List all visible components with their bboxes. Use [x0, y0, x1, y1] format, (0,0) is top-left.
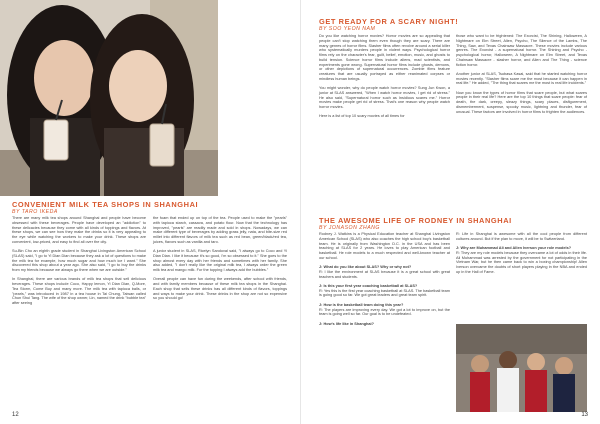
paragraph: Now you know the types of horror films that scare people, but what scares people in their real life? Here are the top 10 things that scare people: fear of death, the dark, creepy, sleazy things, scary places, disfigurement, dismemberment, suspense, spooky music, lightning and thunder, fear of unusual. These factors are involved in horror films to frighten the audiences. [456, 90, 587, 114]
page-number-left: 12 [12, 412, 19, 418]
horror-column-2 [456, 34, 587, 119]
horror-column-1 [319, 34, 450, 124]
milk-tea-title: CONVENIENT MILK TEA SHOPS IN SHANGHAI [12, 200, 199, 209]
right-page [300, 0, 600, 424]
horror-byline: BY SOO YEON NAM [319, 26, 376, 32]
rodney-column-1 [319, 232, 450, 326]
interview-answer: R: Life in Shanghai is awesome with all the cool people from different cultures around. But if the plan to move, it will be to Switzerland. [456, 232, 587, 241]
interview-answer: R: The players are improving every day. We got a lot to improve on, but the team is going well so far. Our goal is to be undefeated. [319, 307, 450, 317]
paragraph: Overall people can have fun during the weekends, after school with friends, and with family members because of these milk tea shops in the Shanghai. Each shop that sells these drinks has all different kinds of flavors, toppings and ways to make your drink. These drinks in the shop are not so expensive so you should go! [153, 277, 287, 301]
rodney-column-2 [456, 232, 587, 279]
paragraph: You might wonder, why do people watch horror movies? Sung Jun Kwon, a junior at SLAS answered, "When I watch horror movies, I get rid of stress." He also said, "Supernatural horror such as Insidious scares me." Horror movies make people get rid of stress. That's one reason why people watch horror movies. [319, 86, 450, 110]
paragraph: A junior student in SLAS, Ricelyn Sandoval said, "I always go to Coco and Yi Dian Dian. I like it because it's so good, I'm so obsessed to it." She goes to the shop almost every day with her friends and sometimes with her family. She also added, "I don't really like the original milk tea, I always order the green milk tea and mango milk. For the topping I always add the bubbles." [153, 249, 287, 273]
rodney-photo-icon [456, 324, 587, 412]
milk-tea-byline: BY TARO IKEDA [12, 208, 58, 215]
horror-title: GET READY FOR A SCARY NIGHT! [319, 17, 459, 26]
paragraph: In Shanghai, there are various brands of milk tea shops that sell delicious beverages. These shops include Coco, Happy lemon, Yi Dian Dian, Q-More, Tea Storm, Come Buy and many more. The milk tea with tapioca balls, or "pearls," was introduced in 1987 in a tea house in Tai Chung, Taiwan called Chun Shui Tang. The wife of the shop owner, Lin, named the drink "bubble tea" after seeing [12, 277, 147, 306]
paragraph: those who want to be frightened: The Exorcist, The Shining, Halloween, A Nightmare on Elm Street, Alien, Psycho, The Silence of the Lambs, The Thing, Saw, and Texas Chainsaw Massacre. These movies include various genres. The Exorcist - a supernatural horror. The Shining and Psycho - psychological horror, Halloween, A Nightmare on Elm Street, and Texas Chainsaw Massacre - slasher horror, and Alien and The Thing - science fiction horror. [456, 34, 587, 67]
paragraph: There are many milk tea shops around Shanghai and people have become obsessed with these beverages. People have developed an "addiction" to these delicacies because they come with all kinds of toppings and flavors. At these shops, we can see how they make the drinks so it is very appealing to the eye while watching the workers to make your drink. These shops are convenient, low-priced, and easy to find all over the city. [12, 216, 146, 244]
interview-answer: R: I like the environment at SLAS because it is a great school with great teachers and students. [319, 269, 450, 279]
interview-answer: R: Yes this is the first year coaching basketball at SLAS. The basketball team is going good so far. We got great leaders and great team spirit. [319, 288, 450, 298]
interview-answer: R: They are my role models because they overcame a lot of odds in their life. Ali Muhammad was arrested by the government for not participating in the Vietnam War, but he then came back to win a boxing championship! Allen Iverson overcame the doubts of short players playing in the NBA and ended up in the Hall of Fame. [456, 250, 587, 274]
interview-question: J: How's life like in Shanghai? [319, 321, 374, 326]
paragraph: Another junior at SLAS, Tsubasa Kasai, said that he started watching horror movies recently. "Slasher films scare me the most because it can happen in real life." He added, "The thing that scares me the most is real life incidents." [456, 71, 587, 86]
interview-question: J: Why are Muhammad Ali and Allen Iverson your role models? [456, 246, 572, 251]
rodney-byline: BY JONASON ZHANG [319, 224, 380, 231]
milk-tea-column-1 [12, 216, 146, 311]
paragraph: Here is a list of top 10 scary movies of all times for [319, 114, 405, 119]
paragraph: the foam that ended up on top of the tea. People used to make the "pearls" with tapioca starch, cassava, and potato flour. Now that the technology has improved, "pearls" are readily made and sold in shops. Nowadays, we can make different type of beverages by adding grass jelly, nata, and bite-size red millet into different flavors of milk tea such as red bean, green/black/red tea, juices, flavors such as vanilla and taro. [153, 216, 287, 244]
paragraph: Su-Bin Cho an eighth grade student in Shanghai Livingston American School (SLAS) said, "I go to Yi Dian Dian because they ask a lot of questions to make the milk tea for example, how much sugar and how much ice I want." She discovered this shop about a year ago. She also said, "I go to buy the drinks from my friends because we always go there when we are outside." [12, 249, 146, 273]
interview-question: J: How is the basketball team doing this year? [319, 302, 404, 307]
portrait-photo-icon [0, 0, 218, 196]
paragraph: Rodney J. Watkins is a Physical Education teacher at Shanghai Livingston American School (SLAS) who also coaches the high school boy's basketball team. He is originally from Washington D.C. in the USA and has been teaching at SLAS for 2 years. He loves to play American football and basketball. He role models to a much respected and well-known teacher at our school. [319, 232, 450, 260]
page-number-right: 13 [581, 412, 588, 418]
interview-question: J: What do you like about SLAS? Why or why not? [319, 265, 412, 270]
milk-tea-column-2 [153, 216, 287, 306]
interview-question: J: Is this your first year coaching basketball at SLAS? [319, 283, 418, 288]
rodney-title: THE AWESOME LIFE OF RODNEY IN SHANGHAI [319, 216, 512, 225]
paragraph: Do you like watching horror movies? Horror movies are so appealing that people can't stop watching them even though they are scary. There are many genres of horror films. Slasher films often revolve around a serial killer who systematically murders people in violent ways. Psychological horror films rely on the character's fear, guilt, belief, emotion, music, and ghosts to build tension. Science horror films include aliens, mad scientists, and experiments gone wrong. Supernatural horror films include ghosts, demons, or other depictions of supernatural occurrences. Zombie films feature creatures that are usually portrayed as either reanimated corpses or mindless human beings. [319, 34, 450, 81]
